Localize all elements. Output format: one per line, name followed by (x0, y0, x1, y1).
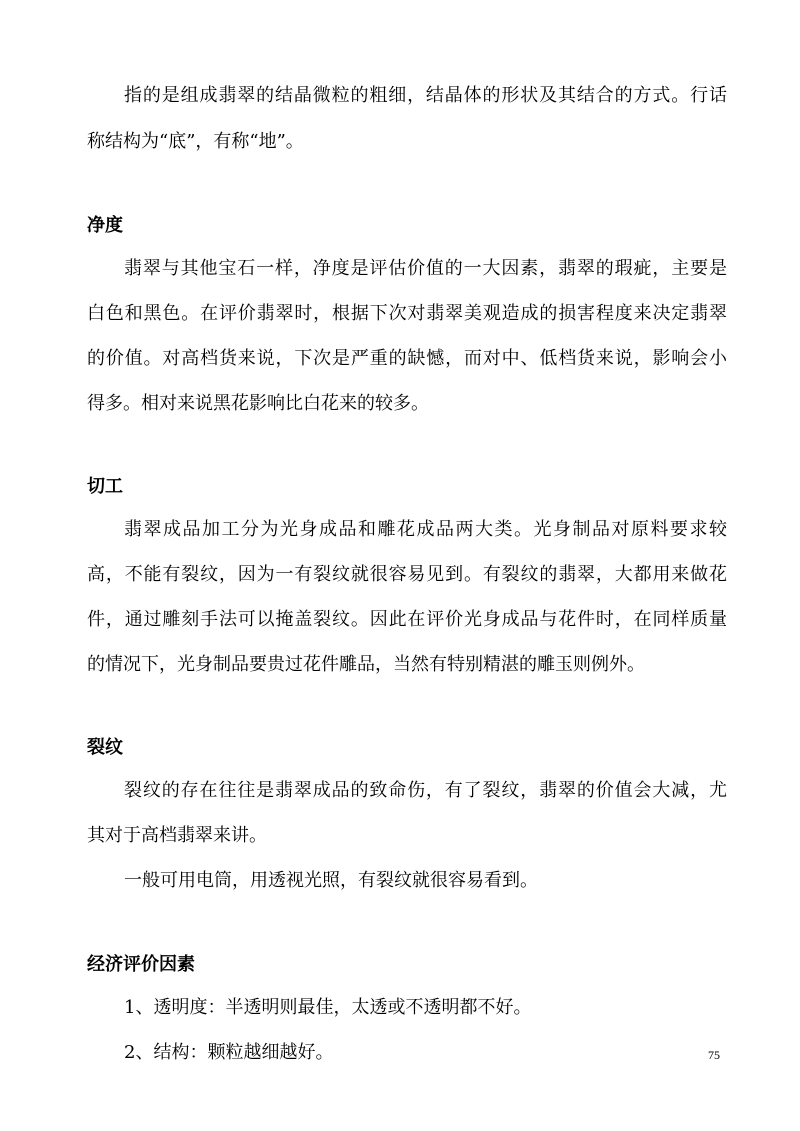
cut-paragraph-line-3: 件，通过雕刻手法可以掩盖裂纹。因此在评价光身成品与花件时，在同样质量 (87, 609, 727, 630)
cracks-paragraph-line-1: 裂纹的存在往往是翡翠成品的致命伤，有了裂纹，翡翠的价值会大减，尤 (124, 780, 727, 801)
page-number: 75 (708, 1048, 720, 1062)
heading-cut: 切工 (87, 476, 123, 497)
cut-paragraph-line-2: 高，不能有裂纹，因为一有裂纹就很容易见到。有裂纹的翡翠，大都用来做花 (87, 564, 727, 585)
structure-paragraph-line-1: 指的是组成翡翠的结晶微粒的粗细，结晶体的形状及其结合的方式。行话 (124, 85, 727, 106)
heading-economic-factors: 经济评价因素 (87, 954, 195, 975)
cut-paragraph-line-1: 翡翠成品加工分为光身成品和雕花成品两大类。光身制品对原料要求较 (124, 519, 727, 540)
clarity-paragraph-line-4: 得多。相对来说黑花影响比白花来的较多。 (87, 393, 429, 414)
economic-factor-item-2: 2、结构：颗粒越细越好。 (124, 1042, 334, 1063)
clarity-paragraph-line-3: 的价值。对高档货来说，下次是严重的缺憾，而对中、低档货来说，影响会小 (87, 348, 727, 369)
structure-paragraph-line-2: 称结构为“底”，有称“地”。 (87, 131, 304, 152)
clarity-paragraph-line-2: 白色和黑色。在评价翡翠时，根据下次对翡翠美观造成的损害程度来决定翡翠 (87, 303, 727, 324)
cut-paragraph-line-4: 的情况下，光身制品要贵过花件雕品，当然有特别精湛的雕玉则例外。 (87, 654, 645, 675)
cracks-extra-paragraph: 一般可用电筒，用透视光照，有裂纹就很容易看到。 (124, 870, 538, 891)
heading-cracks: 裂纹 (87, 737, 123, 758)
economic-factor-item-1: 1、透明度：半透明则最佳，太透或不透明都不好。 (124, 997, 532, 1018)
clarity-paragraph-line-1: 翡翠与其他宝石一样，净度是评估价值的一大因素，翡翠的瑕疵，主要是 (124, 258, 727, 279)
cracks-paragraph-line-2: 其对于高档翡翠来讲。 (87, 825, 267, 846)
heading-clarity: 净度 (87, 215, 123, 236)
